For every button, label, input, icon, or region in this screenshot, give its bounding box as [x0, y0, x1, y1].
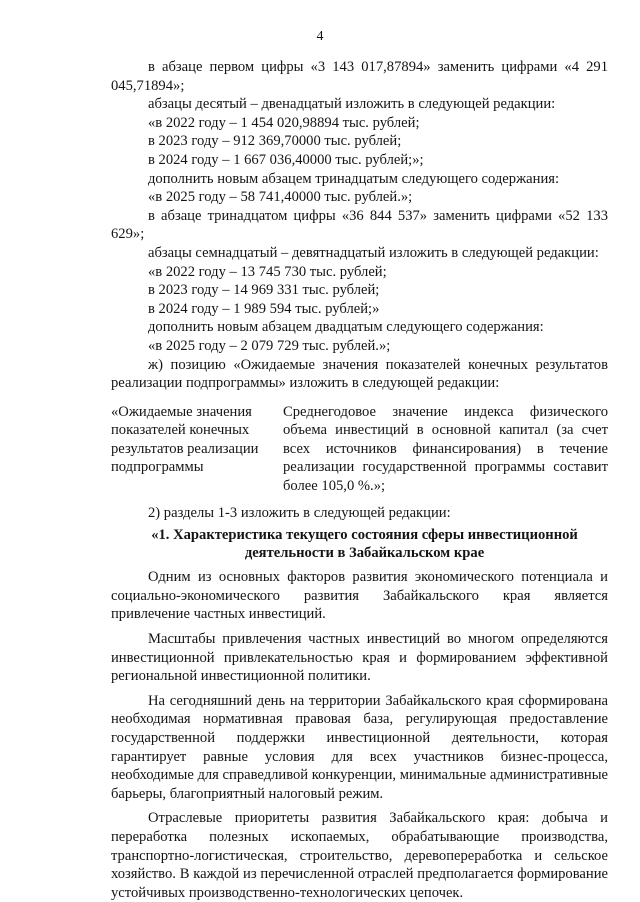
amendment-paragraph: дополнить новым абзацем двадцатым следующего содержания:: [148, 319, 544, 336]
section-intro: 2) разделы 1-3 изложить в следующей редакции:: [148, 504, 451, 521]
amendment-paragraph: «в 2022 году – 13 745 730 тыс. рублей;: [148, 263, 387, 280]
amendment-paragraph: в абзаце первом цифры «3 143 017,87894» заменить цифрами «4 291 045,71894»;: [111, 59, 608, 94]
indicator-table: [111, 403, 608, 496]
body-paragraph: Отраслевые приоритеты развития Забайкальского края: добыча и переработка полезных ископаемых, обрабатывающие производства, транспортно-логистическая, строительство, деревопереработка и сельское хозяйство. В каждой из перечисленной отраслей предполагается формирование устойчивых производственно-технологических цепочек.: [111, 810, 608, 901]
amendment-paragraph: в абзаце тринадцатом цифры «36 844 537» заменить цифрами «52 133 629»;: [111, 207, 608, 243]
amendment-paragraph: абзацы семнадцатый – девятнадцатый изложить в следующей редакции:: [148, 244, 599, 261]
table-right-cell: Среднегодовое значение индекса физического объема инвестиций в основной капитал (за счет всех источников финансирования) в течение реализации государственной программы составит более 105,0 %.»;: [283, 403, 608, 495]
section-heading: [111, 526, 608, 562]
amendment-paragraph: «в 2022 году – 1 454 020,98894 тыс. рублей;: [148, 114, 420, 131]
body-paragraph: На сегодняшний день на территории Забайкальского края сформирована необходимая нормативная правовая база, регулирующая предоставление государственной поддержки инвестиционной деятельности, которая гарантирует равные условия для всех участников бизнес-процесса, необходимые для справедливой конкуренции, минимальные административные барьеры, благоприятный налоговый режим.: [111, 692, 608, 802]
amendment-paragraph: «в 2025 году – 2 079 729 тыс. рублей.»;: [148, 337, 391, 354]
amendment-paragraph: в 2023 году – 14 969 331 тыс. рублей;: [148, 282, 380, 299]
amendment-paragraph: в 2024 году – 1 667 036,40000 тыс. рублей;»;: [148, 151, 424, 168]
amendment-paragraph: абзацы десятый – двенадцатый изложить в следующей редакции:: [148, 96, 556, 113]
table-left-cell: «Ожидаемые значения показателей конечных результатов реализации подпрограммы: [111, 403, 259, 476]
body-paragraph: Одним из основных факторов развития экономического потенциала и социально-экономического развития Забайкальского края является привлечение частных инвестиций.: [111, 569, 608, 623]
heading-line: «1. Характеристика текущего состояния сферы инвестиционной: [151, 527, 578, 544]
body-paragraph: Масштабы привлечения частных инвестиций во многом определяются инвестиционной привлекательностью края и формированием эффективной региональной инвестиционной политики.: [111, 631, 608, 685]
heading-line: деятельности в Забайкальском крае: [244, 545, 485, 562]
amendment-paragraph: в 2023 году – 912 369,70000 тыс. рублей;: [148, 133, 402, 150]
page-number: 4: [316, 29, 324, 44]
amendment-paragraph: дополнить новым абзацем тринадцатым следующего содержания:: [148, 170, 560, 187]
amendment-paragraph: в 2024 году – 1 989 594 тыс. рублей;»: [148, 300, 380, 317]
amendment-paragraph: ж) позицию «Ожидаемые значения показателей конечных результатов реализации подпрограммы» изложить в следующей редакции:: [111, 356, 608, 392]
amendment-paragraph: «в 2025 году – 58 741,40000 тыс. рублей.»;: [148, 189, 413, 206]
document-body: [111, 58, 608, 902]
